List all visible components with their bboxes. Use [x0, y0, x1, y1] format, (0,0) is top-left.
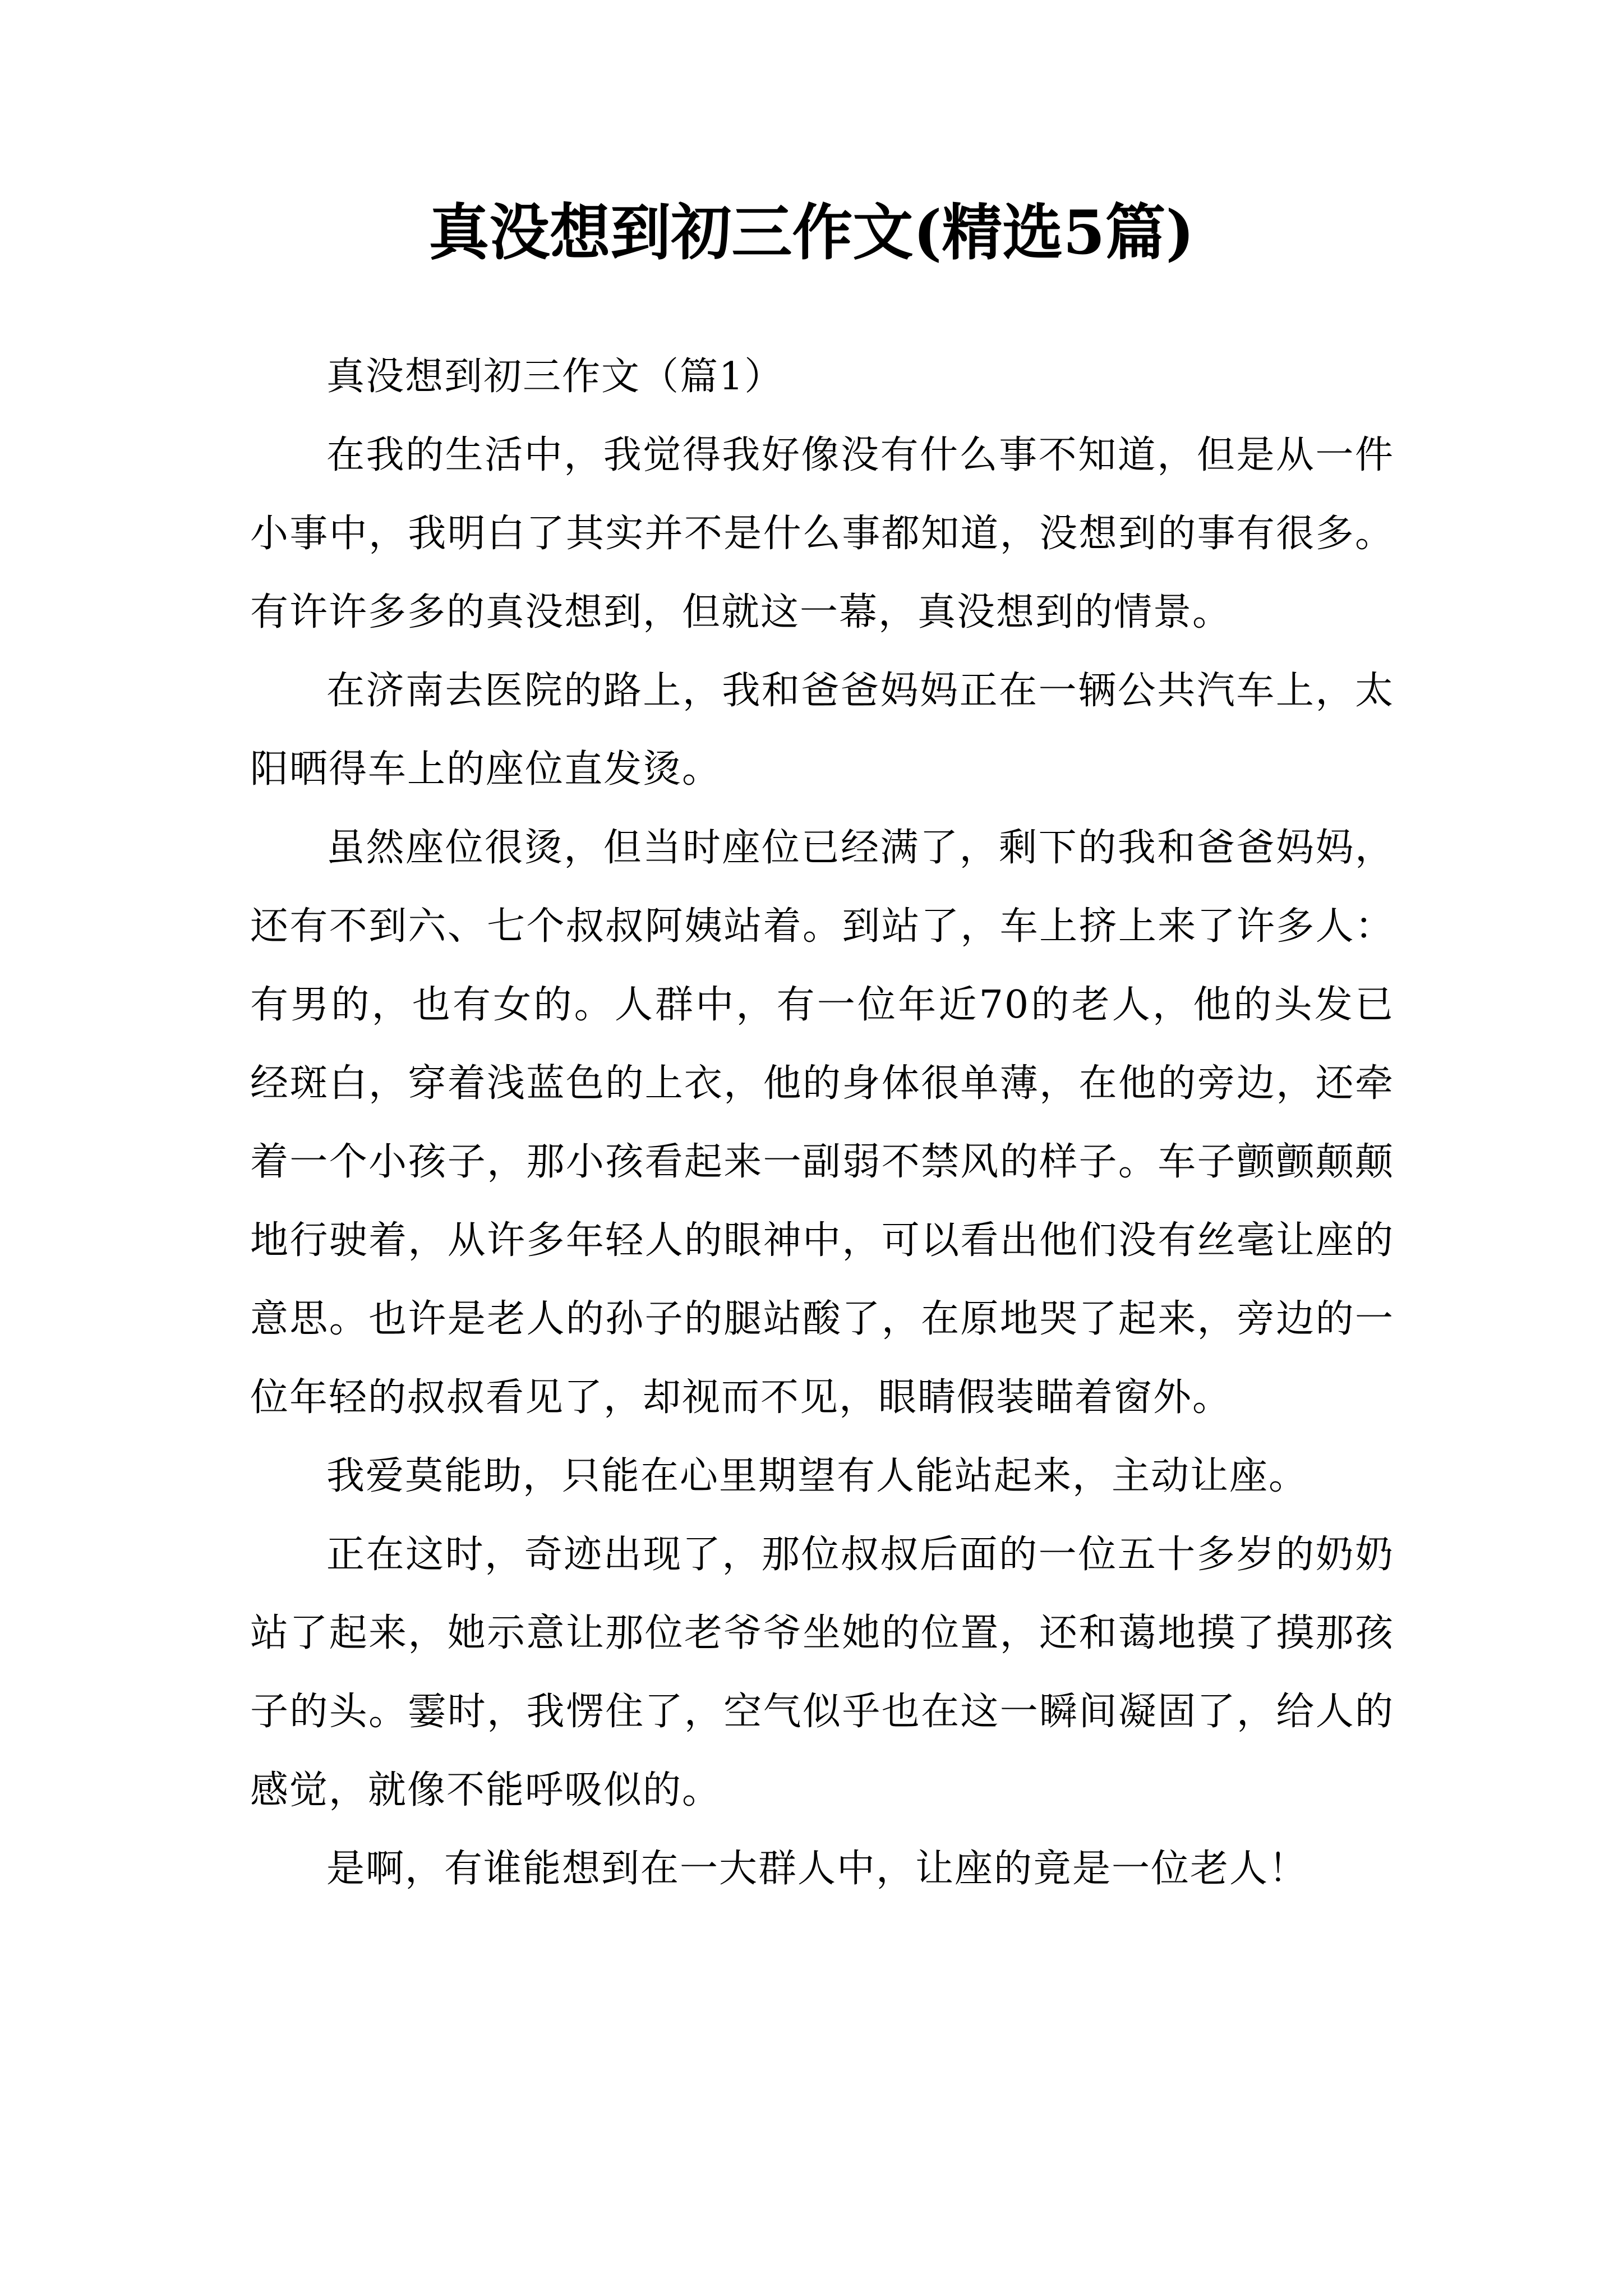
paragraph: 虽然座位很烫，但当时座位已经满了，剩下的我和爸爸妈妈，还有不到六、七个叔叔阿姨站着。到站了，车上挤上来了许多人：有男的，也有女的。人群中，有一位年近70的老人，他的头发已经斑白，穿着浅蓝色的上衣，他的身体很单薄，在他的旁边，还牵着一个小孩子，那小孩看起来一副弱不禁风的样子。车子颤颤颠颠地行驶着，从许多年轻人的眼神中，可以看出他们没有丝毫让座的意思。也许是老人的孙子的腿站酸了，在原地哭了起来，旁边的一位年轻的叔叔看见了，却视而不见，眼睛假装瞄着窗外。: [250, 826, 1394, 1420]
document-title: 真没想到初三作文(精选5篇): [428, 197, 1195, 268]
section-heading: 真没想到初三作文（篇1）: [326, 355, 784, 399]
document-body: [250, 338, 1394, 1908]
paragraph: 正在这时，奇迹出现了，那位叔叔后面的一位五十多岁的奶奶站了起来，她示意让那位老爷爷坐她的位置，还和蔼地摸了摸那孩子的头。霎时，我愣住了，空气似乎也在这一瞬间凝固了，给人的感觉，就像不能呼吸似的。: [250, 1533, 1394, 1812]
paragraph: 是啊，有谁能想到在一大群人中，让座的竟是一位老人！: [326, 1847, 1308, 1891]
paragraph: 我爱莫能助，只能在心里期望有人能站起来，主动让座。: [326, 1454, 1308, 1498]
paragraph: 在济南去医院的路上，我和爸爸妈妈正在一辆公共汽车上，太阳晒得车上的座位直发烫。: [250, 669, 1394, 792]
paragraph: 在我的生活中，我觉得我好像没有什么事不知道，但是从一件小事中，我明白了其实并不是什么事都知道，没想到的事有很多。有许许多多的真没想到，但就这一幕，真没想到的情景。: [250, 433, 1394, 634]
